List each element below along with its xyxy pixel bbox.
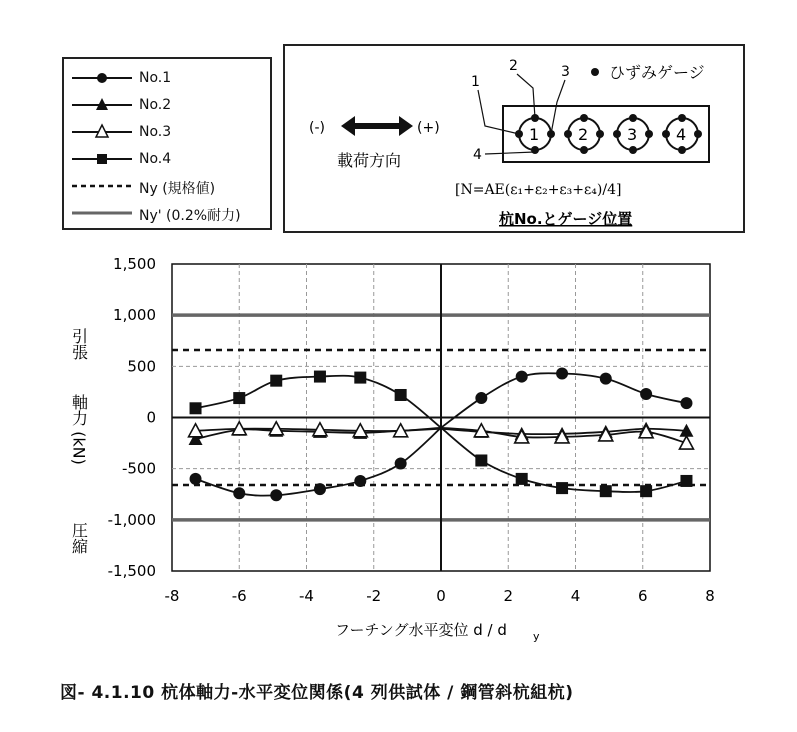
y-tick-label: -500 <box>121 459 156 478</box>
circle-point <box>516 371 528 383</box>
x-tick-label: 8 <box>705 587 715 605</box>
y-axis-label: 軸力 (kN) <box>69 394 89 465</box>
open-triangle-marker-icon <box>70 121 134 143</box>
legend-label: Ny (規格値) <box>139 181 216 197</box>
circle-point <box>395 458 407 470</box>
circle-point <box>680 397 692 409</box>
pile-number: 1 <box>529 125 540 144</box>
y-tick-label: 1,500 <box>113 255 156 273</box>
legend-label: No.1 <box>139 70 172 86</box>
y-tick-label: -1,500 <box>107 562 156 580</box>
square-point <box>395 389 407 401</box>
gauge-number-3: 3 <box>561 64 570 80</box>
legend-item-ny-prime <box>64 202 270 224</box>
gauge-number-2: 2 <box>509 58 518 74</box>
gauge-diagram-title: 杭No.とゲージ位置 <box>499 210 633 228</box>
circle-point <box>640 388 652 400</box>
legend-item-no1 <box>64 67 270 89</box>
legend-label: No.3 <box>139 124 172 140</box>
legend-item-ny <box>64 175 270 197</box>
circle-point <box>190 473 202 485</box>
y-tick-label: -1,000 <box>107 510 156 529</box>
y-tick-label: 1,000 <box>113 306 156 325</box>
square-point <box>680 475 692 487</box>
square-point <box>640 485 652 497</box>
legend-label: No.2 <box>139 97 172 113</box>
square-point <box>516 473 528 485</box>
circle-point <box>354 475 366 487</box>
chart-legend <box>62 57 272 230</box>
gauge-number-1: 1 <box>471 74 480 90</box>
x-tick-label: 4 <box>570 587 581 605</box>
legend-item-no4 <box>64 148 270 170</box>
circle-point <box>556 367 568 379</box>
square-point <box>314 371 326 383</box>
y-tick-label: 500 <box>127 357 156 376</box>
legend-label: Ny' (0.2%耐力) <box>139 208 241 224</box>
gauge-diagram-svg <box>285 46 747 235</box>
plus-label: (+) <box>417 120 440 136</box>
square-point <box>600 485 612 497</box>
minus-label: (-) <box>309 120 325 136</box>
square-point <box>190 402 202 414</box>
gauge-leader-4 <box>485 152 535 154</box>
double-arrow-icon <box>341 116 413 136</box>
y-tick-label: 0 <box>146 408 156 427</box>
square-point <box>354 372 366 384</box>
dashed-line-icon <box>70 175 134 197</box>
x-tick-label: -8 <box>164 587 180 605</box>
gauge-position-diagram <box>283 44 745 233</box>
circle-point <box>314 483 326 495</box>
pile-number: 2 <box>578 125 589 144</box>
pile-4 <box>662 114 702 154</box>
circle-marker-icon <box>70 67 134 89</box>
x-tick-label: 2 <box>503 587 514 605</box>
x-tick-label: -2 <box>366 587 382 605</box>
gauge-leader-1 <box>478 90 519 134</box>
pile-1 <box>515 114 555 154</box>
strain-formula: [N=AE(ε₁+ε₂+ε₃+ε₄)/4] <box>455 182 622 198</box>
x-axis-label-subscript: y <box>533 630 540 643</box>
pile-number: 3 <box>627 125 638 144</box>
load-direction-label: 載荷方向 <box>337 151 402 170</box>
circle-point <box>475 392 487 404</box>
circle-point <box>270 489 282 501</box>
y-label-compression: 圧縮 <box>69 522 89 554</box>
y-label-tension: 引張 <box>69 328 89 360</box>
gauge-dot-icon <box>591 68 599 76</box>
pile-3 <box>613 114 653 154</box>
square-point <box>475 454 487 466</box>
legend-label: No.4 <box>139 151 172 167</box>
gauge-leader-2 <box>517 74 535 118</box>
gauge-number-4: 4 <box>473 147 482 163</box>
legend-item-no3 <box>64 121 270 143</box>
axial-force-chart <box>0 240 797 670</box>
x-tick-label: -4 <box>299 587 314 605</box>
square-marker-icon <box>70 148 134 170</box>
x-tick-label: 0 <box>436 587 446 605</box>
pile-number: 4 <box>676 125 687 144</box>
figure-caption: 図- 4.1.10 杭体軸力-水平変位関係(4 列供試体 / 鋼管斜杭組杭) <box>60 683 574 703</box>
pile-2 <box>564 114 604 154</box>
legend-item-no2 <box>64 94 270 116</box>
gray-line-icon <box>70 202 134 224</box>
x-tick-label: -6 <box>231 587 247 605</box>
x-tick-label: 6 <box>637 587 648 605</box>
square-point <box>556 482 568 494</box>
square-point <box>270 375 282 387</box>
circle-point <box>600 373 612 385</box>
triangle-marker-icon <box>70 94 134 116</box>
x-axis-label: フーチング水平変位 d / d <box>335 621 507 639</box>
circle-point <box>233 487 245 499</box>
square-point <box>233 392 245 404</box>
gauge-legend-label: ひずみゲージ <box>609 63 705 82</box>
